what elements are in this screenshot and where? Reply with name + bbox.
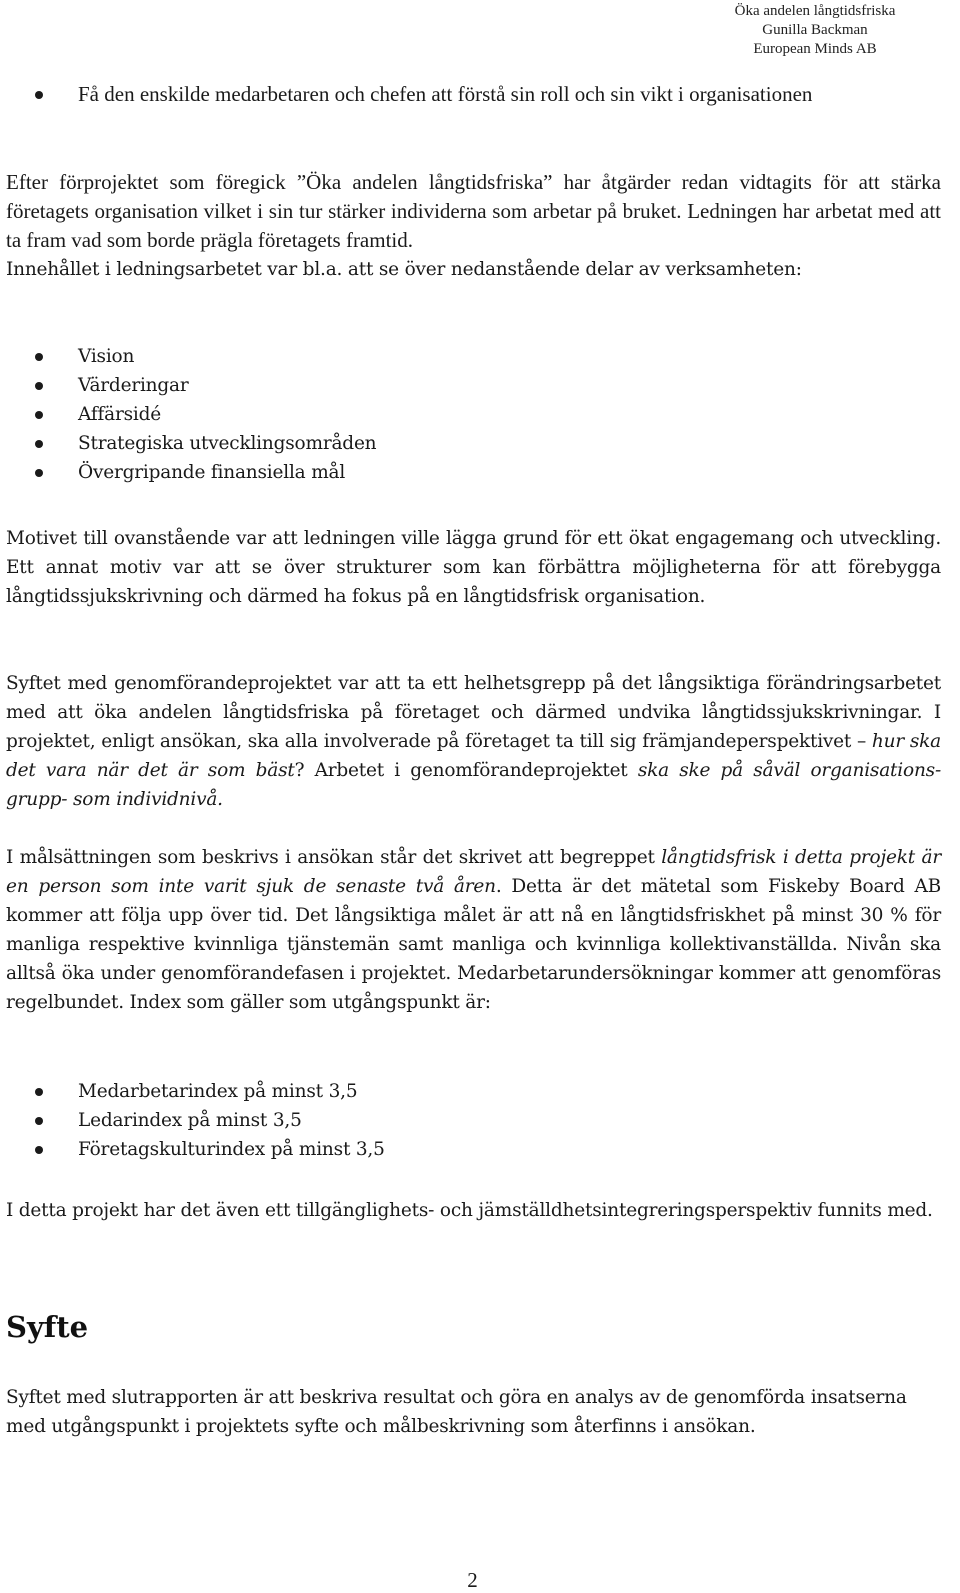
list-item-text: Få den enskilde medarbetaren och chefen att förstå sin roll och sin vikt i organisationen (78, 82, 813, 106)
list-item-text: Företagskulturindex på minst 3,5 (78, 1139, 385, 1160)
paragraph-text: Efter förprojektet som föregick ”Öka andelen långtidsfriska” har åtgärder redan vidtagits för att stärka företagets organisation vilket i sin tur stärker individerna som arbetar på bruket. Ledningen har arbetat med att ta fram vad som borde prägla företagets framtid. (6, 170, 941, 252)
list-item-text: Strategiska utvecklingsområden (78, 433, 377, 454)
paragraph-goal (6, 843, 941, 1017)
section-heading-syfte: Syfte (6, 1310, 89, 1344)
paragraph-syfte (6, 1383, 941, 1441)
page-number: 2 (467, 1568, 478, 1592)
index-list (6, 1077, 941, 1164)
list-item-text: Ledarindex på minst 3,5 (78, 1110, 302, 1131)
paragraph-text: I detta projekt har det även ett tillgänglighets- och jämställdhetsintegreringsperspektiv funnits med. (6, 1200, 933, 1221)
italic-run: långtidsfrisk i detta projekt är en person som inte varit sjuk de senaste två åren (6, 847, 941, 897)
italic-run: ska ske på såväl organisations- grupp- som individnivå. (6, 760, 942, 810)
paragraph-content (6, 255, 941, 284)
list-item (6, 458, 941, 487)
header-project-title: Öka andelen långtidsfriska (734, 3, 896, 19)
list-item (6, 80, 941, 109)
list-item (6, 371, 941, 400)
list-item-text: Övergripande finansiella mål (78, 462, 346, 483)
list-item-text: Värderingar (78, 375, 189, 396)
text-run: ? Arbetet i genomförandeprojektet (294, 760, 638, 781)
paragraph-motive (6, 524, 941, 611)
list-item (6, 1077, 941, 1106)
list-item (6, 1135, 941, 1164)
list-item (6, 1106, 941, 1135)
header-author: Gunilla Backman (762, 22, 868, 38)
paragraph-text (6, 669, 941, 814)
list-item-text: Vision (78, 346, 135, 367)
paragraph-text: Innehållet i ledningsarbetet var bl.a. att se över nedanstående delar av verksamheten: (6, 259, 802, 280)
list-item (6, 342, 941, 371)
list-item-text: Affärsidé (78, 404, 162, 425)
paragraph-text: Motivet till ovanstående var att ledningen ville lägga grund för ett ökat engagemang och utveckling. Ett annat motiv var att se över strukturer som kan förbättra möjligheterna för att förebygga långtidssjukskrivning och därmed ha fokus på en långtidsfrisk organisation. (6, 528, 941, 607)
header-company: European Minds AB (753, 41, 877, 57)
text-run: . Detta är det mätetal som Fiskeby Board AB kommer att följa upp över tid. Det långsiktiga målet är att nå en långtidsfriskhet på minst 30 % för manliga respektive kvinnliga tjänstemän samt manliga och kvinnliga kollektivanställda. Nivån ska alltså öka under genomförandefasen i projektet. Medarbetarundersökningar kommer att genomföras regelbundet. Index som gäller som utgångspunkt är: (6, 876, 941, 1013)
text-run: I målsättningen som beskrivs i ansökan står det skrivet att begreppet (6, 847, 662, 868)
paragraph-text (6, 843, 941, 1017)
paragraph-intro (6, 168, 941, 255)
paragraph-accessibility (6, 1196, 941, 1225)
paragraph-purpose (6, 669, 941, 814)
top-bullet-list (6, 80, 941, 109)
text-run: Syftet med genomförandeprojektet var att ta ett helhetsgrepp på det långsiktiga förändringsarbetet med att öka andelen långtidsfriska på företaget och därmed undvika långtidssjukskrivningar. I projektet, enligt ansökan, ska alla involverade på företaget ta till sig främjandeperspektivet – (6, 673, 941, 752)
paragraph-text: Syftet med slutrapporten är att beskriva resultat och göra en analys av de genomförda insatserna med utgångspunkt i projektets syfte och målbeskrivning som återfinns i ansökan. (6, 1387, 907, 1437)
italic-run: hur ska det vara när det är som bäst (6, 731, 941, 781)
page-header (0, 2, 945, 59)
areas-list (6, 342, 941, 487)
list-item-text: Medarbetarindex på minst 3,5 (78, 1081, 358, 1102)
list-item (6, 400, 941, 429)
list-item (6, 429, 941, 458)
